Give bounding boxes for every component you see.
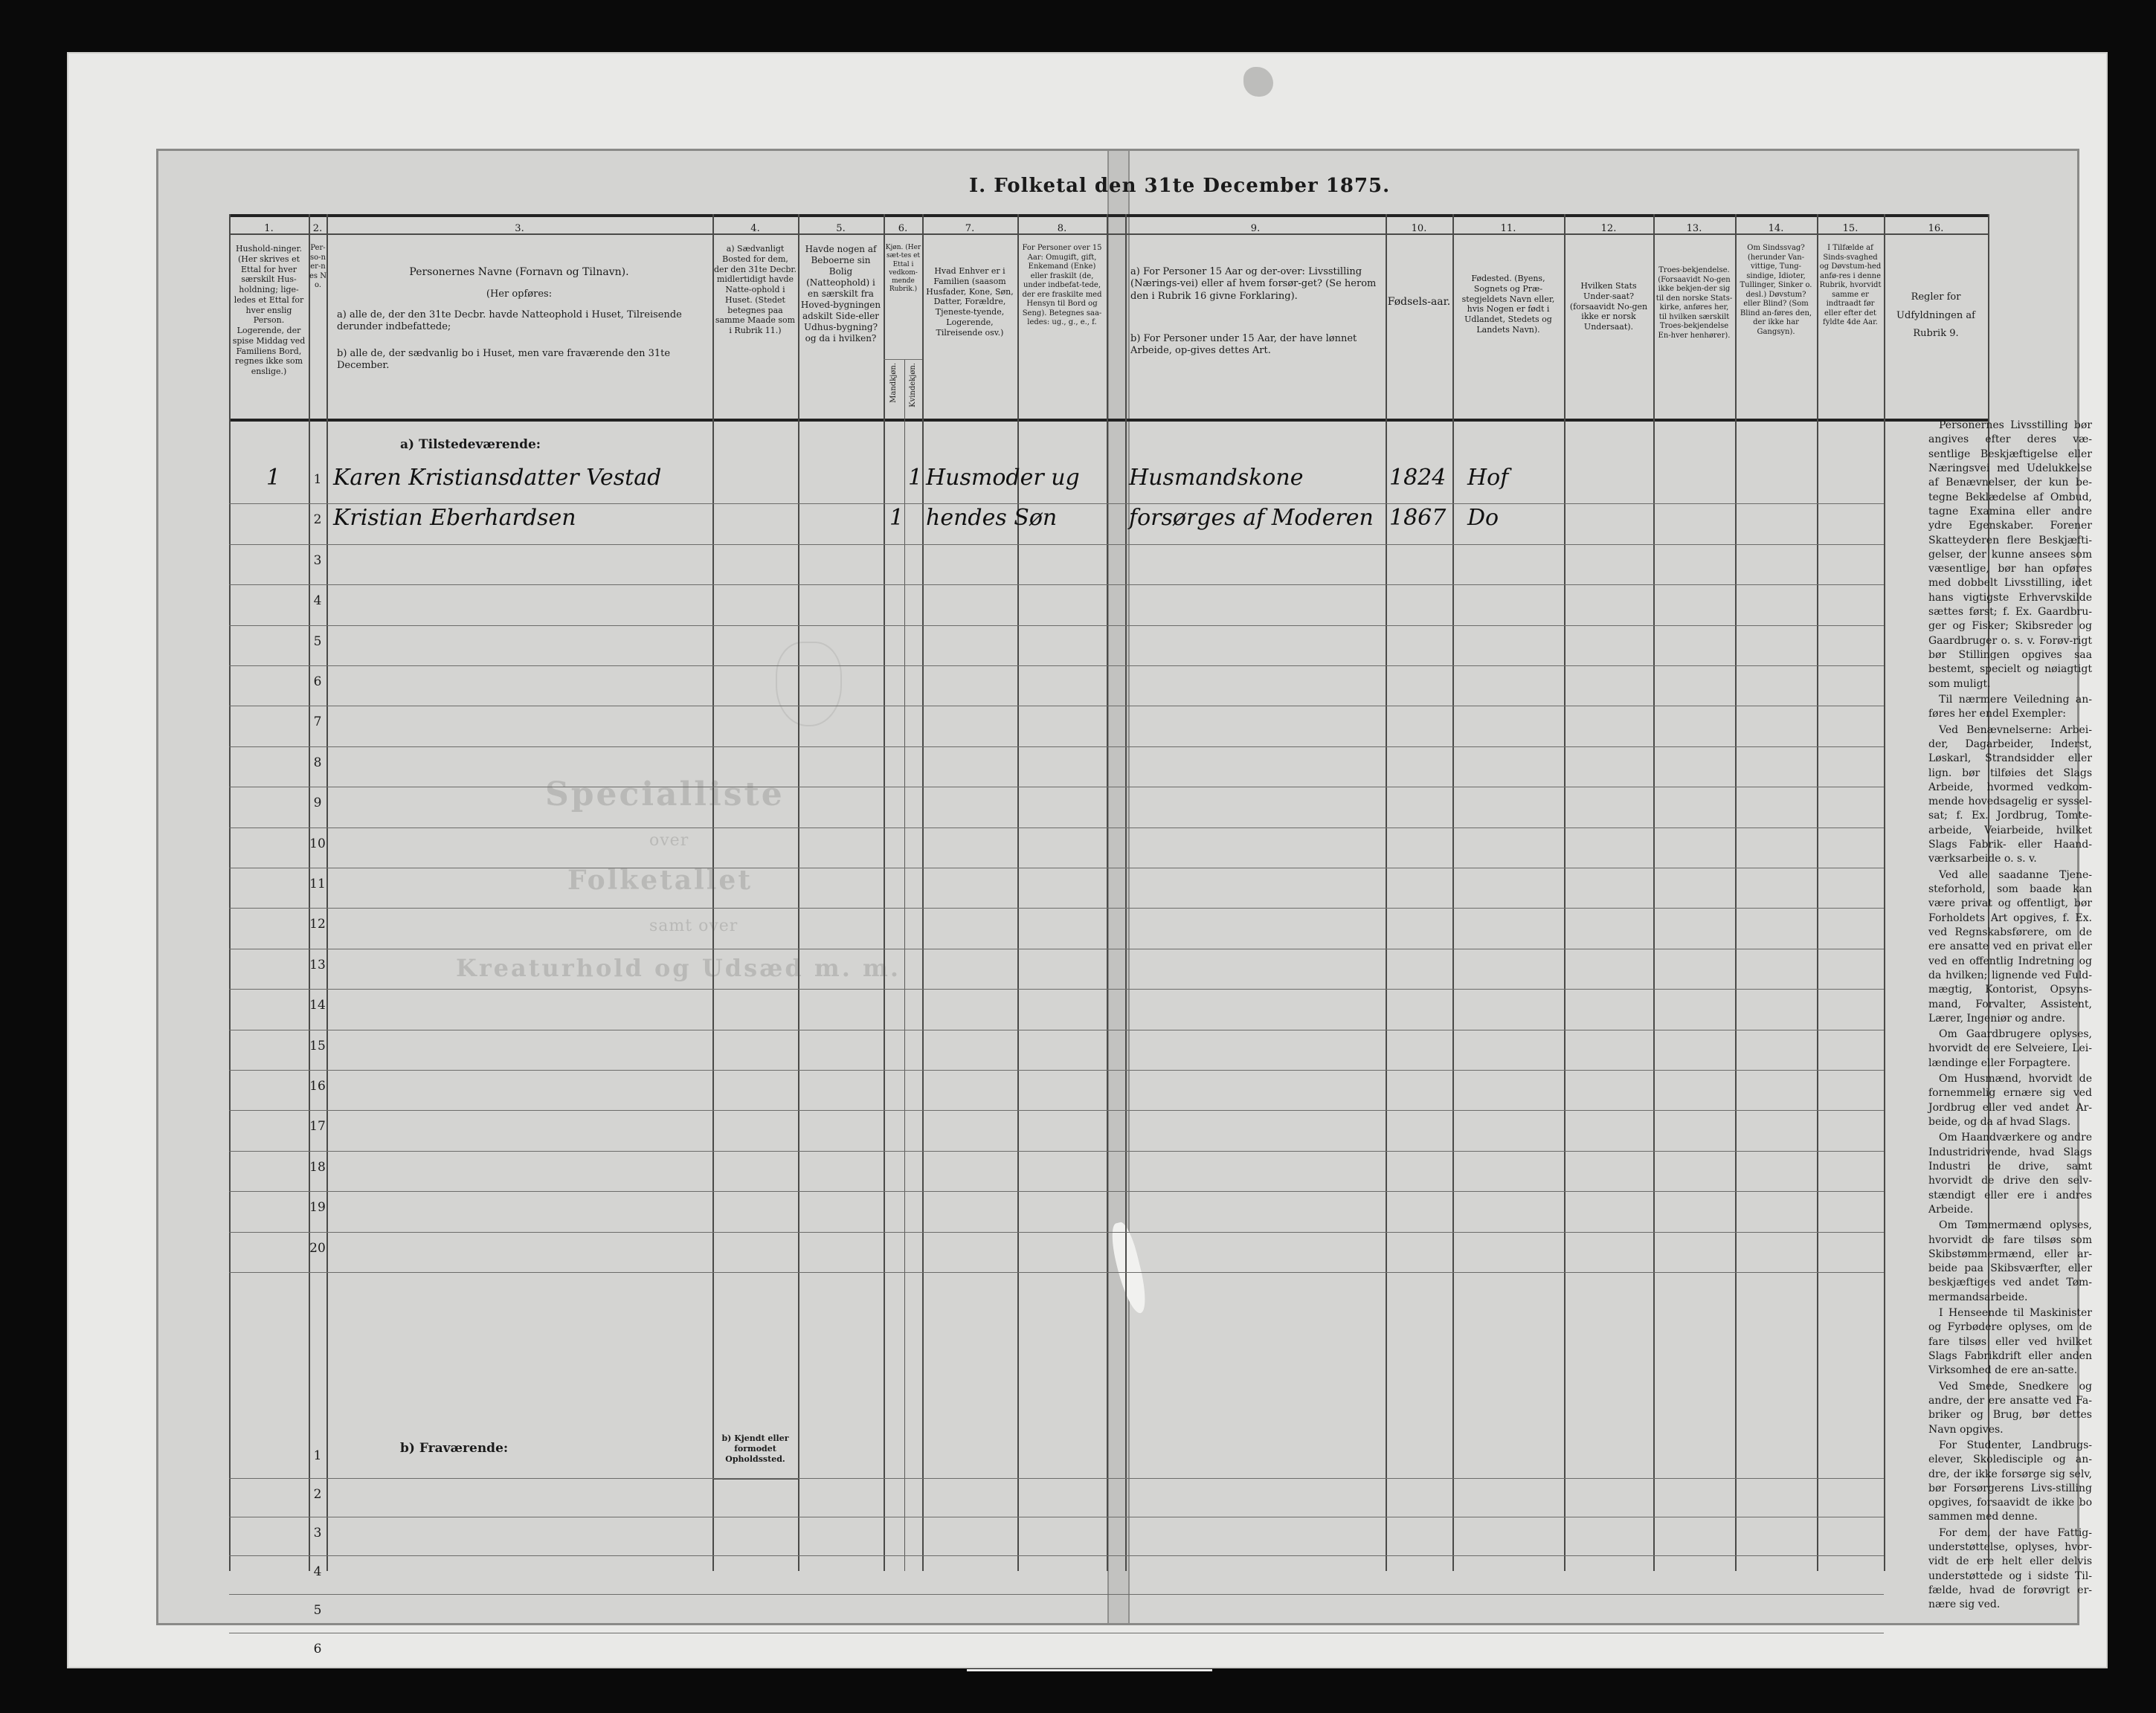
rules-paragraph: Ved Benævnelserne: Arbei-der, Dagarbeider, Inderst, Løskarl, Strandsidder eller lign. bør tilføies det Slags Arbeide, hvormed vedkom-mende hovedsagelig er syssel-sat; f. Ex. Jordbrug, Tomte-arbeide, Veiarbeide, hvilket Slags Fabrik- eller Haand-værksarbeide o. s. v.	[1928, 723, 2092, 865]
entry-2-family-role: hendes Søn	[926, 505, 1058, 531]
present-row-rule	[229, 1151, 1884, 1152]
col-number-4: 4.	[750, 223, 760, 234]
header-sex: Kjøn. (Her sæt-tes et Ettal i vedkom-mende Rubrik.)	[885, 244, 921, 294]
present-row-rule	[229, 1272, 1884, 1273]
col-number-10: 10.	[1411, 223, 1427, 234]
present-row-rule	[229, 544, 1884, 545]
absent-row-rule	[229, 1555, 1884, 1556]
col-number-6: 6.	[898, 223, 908, 234]
present-row-number: 6	[313, 674, 322, 689]
present-row-number: 1	[313, 472, 322, 487]
entry-1-birthplace: Hof	[1467, 465, 1509, 491]
rules-paragraph: I Henseende til Maskinister og Fyrbødere oplyses, om de fare tilsøs eller ved hvilket Slags Fabrikdrift eller anden Virksomhed de ere an-satte.	[1928, 1307, 2092, 1377]
present-row-rule	[229, 989, 1884, 990]
col-number-2: 2.	[312, 223, 323, 234]
header-sex-male: Mandkjøn.	[889, 363, 898, 403]
present-row-number: 18	[309, 1159, 326, 1175]
present-row-number: 3	[313, 552, 322, 568]
present-row-number: 20	[309, 1240, 326, 1256]
present-row-number: 13	[309, 957, 326, 972]
present-row-number: 12	[309, 917, 326, 932]
header-occupation-a: a) For Personer 15 Aar og der-over: Livsstilling (Nærings-vei) eller af hvem forsør-get? (Se herom den i Rubrik 16 givne Forklaring).	[1130, 266, 1377, 302]
present-row-rule	[229, 1232, 1884, 1233]
present-row-number: 17	[309, 1119, 326, 1135]
bleed-through-folketallet: Folketallet	[567, 865, 753, 896]
present-row-number: 10	[309, 836, 326, 851]
header-usual-residence: a) Sædvanligt Bosted for dem, der den 31te Decbr. midlertidigt havde Natte-ophold i Huset. (Stedet betegnes paa samme Maade som i Rubrik 11.)	[714, 244, 797, 335]
col-number-9: 9.	[1250, 223, 1261, 234]
bleed-through-title: Specialliste	[545, 775, 785, 813]
rules-paragraph: Om Haandværkere og andre Industridrivende, hvad Slags Industri de drive, samt hvorvidt de drive den selv-stændigt eller ere i andres Arbeide.	[1928, 1132, 2092, 1216]
present-row-rule	[229, 1110, 1884, 1111]
entry-1-birth-year: 1824	[1389, 465, 1447, 491]
page-title: I. Folketal den 31te December 1875.	[969, 175, 1391, 197]
col-number-13: 13.	[1686, 223, 1702, 234]
rules-paragraph: Til nærmere Veiledning an-føres her endel Exempler:	[1928, 693, 2092, 720]
entry-1-family-role: Husmoder ug	[926, 465, 1080, 491]
present-row-number: 4	[313, 593, 322, 609]
header-sex-female: Kvindekjøn.	[909, 363, 917, 407]
census-table	[229, 214, 1988, 1656]
rules-paragraph: Personernes Livsstilling bør angives efter deres væ-sentlige Beskjæftigelse eller Næringsvei med Udelukkelse af Benævnelser, der kun be-tegne Beklædelse af Ombud, tagne Examina eller andre ydre Egenskaber. Forener Skatteyderen flere Beskjæfti-gelser, der kunne ansees som væsentlige, bør han opføres med dobbelt Livsstilling, idet hans vigtigste Erhvervskilde sættes først; f. Ex. Gaardbru-ger og Fisker; Skibsreder og Gaardbruger o. s. v. Forøv-rigt bør Stillingen opgives saa bestemt, specielt og nøiagtigt som muligt.	[1928, 419, 2092, 690]
entry-2-name: Kristian Eberhardsen	[333, 505, 576, 531]
present-row-number: 14	[309, 998, 326, 1013]
bleed-through-over: over	[649, 831, 689, 850]
section-absent-residence: b) Kjendt eller formodet Opholdssted.	[721, 1433, 789, 1464]
header-family-role: Hvad Enhver er i Familien (saasom Husfader, Kone, Søn, Datter, Forældre, Tjeneste-tyende, Logerende, Tilreisende osv.)	[926, 266, 1014, 338]
absent-row-rule	[229, 1478, 1884, 1479]
signature-scribble	[967, 1669, 1212, 1679]
present-row-rule	[229, 584, 1884, 585]
rules-text	[1928, 419, 2092, 1614]
header-occupation-b: b) For Personer under 15 Aar, der have lønnet Arbeide, op-gives dettes Art.	[1130, 333, 1357, 357]
section-absent: b) Fraværende:	[400, 1441, 509, 1456]
entry-1-sex-female: 1	[908, 465, 923, 491]
present-row-rule	[229, 665, 1884, 666]
header-disability: Om Sindssvag? (herunder Van-vittige, Tung-sindige, Idioter, Tullinger, Sinker o. desl.) Døvstum? eller Blind? (Som Blind an-føres den, der ikke har Gangsyn).	[1740, 244, 1812, 336]
rules-paragraph: For Studenter, Landbrugs-elever, Skoledisciple og an-dre, der ikke forsørge sig selv, bør Forsørgerens Livs-stilling opgives, forsaavidt de ikke bo sammen med denne.	[1928, 1439, 2092, 1523]
col-number-16: 16.	[1928, 223, 1944, 234]
header-person-no: Per-so-ner-nes No.	[309, 244, 326, 289]
bleed-through-kreaturhold: Kreaturhold og Udsæd m. m.	[456, 954, 901, 982]
rules-paragraph: Ved alle saadanne Tjene-steforhold, som baade kan være privat og offentligt, bør Forholdets Art opgives, f. Ex. ved Regnskabsførere, om de ere ansatte ved en privat eller ved en offentlig Indretning og da hvilken; lignende ved Fuld-mægtig, Kontorist, Opsyns-mand, Forvalter, Assistent, Lærer, Ingeniør og andre.	[1928, 868, 2092, 1025]
present-row-number: 8	[313, 755, 322, 770]
header-marital: For Personer over 15 Aar: Omugift, gift, Enkemand (Enke) eller fraskilt (de, under indbefat-tede, der ere fraskilte med Hensyn til Bord og Seng). Betegnes saa-ledes: ug., g., e., f.	[1022, 244, 1102, 326]
header-names-a: a) alle de, der den 31te Decbr. havde Natteophold i Huset, Tilreisende derunder indbefattede;	[337, 309, 682, 333]
col-number-1: 1.	[264, 223, 274, 234]
section-present: a) Tilstedeværende:	[400, 437, 541, 452]
col-number-7: 7.	[965, 223, 975, 234]
header-names-sub: (Her opføres:	[486, 288, 553, 300]
header-outbuilding: Havde nogen af Beboerne sin Bolig (Natteophold) i en særskilt fra Hoved-bygningen adskilt Side-eller Udhus-bygning? og da i hvilken?	[800, 244, 881, 343]
absent-row-number: 6	[313, 1642, 322, 1656]
header-disability-onset: I Tilfælde af Sinds-svaghed og Døvstum-hed anfø-res i denne Rubrik, hvorvidt samme er indtraadt før eller efter det fyldte 4de Aar.	[1819, 244, 1882, 326]
present-row-number: 16	[309, 1079, 326, 1094]
header-birthplace: Fødested. (Byens, Sognets og Præ-stegjeldets Navn eller, hvis Nogen er født i Udlandet, Stedets og Landets Navn).	[1461, 274, 1555, 335]
absent-row-number: 5	[313, 1603, 322, 1618]
rules-paragraph: Ved Smede, Snedkere og andre, der ere ansatte ved Fa-briker og Brug, bør dettes Navn opgives.	[1928, 1380, 2092, 1436]
col-number-12: 12.	[1600, 223, 1617, 234]
header-rules: Regler for Udfyldningen af Rubrik 9.	[1896, 291, 1975, 340]
col-number-14: 14.	[1768, 223, 1784, 234]
header-names-title: Personernes Navne (Fornavn og Tilnavn).	[409, 266, 629, 278]
absent-row-rule	[229, 1594, 1884, 1595]
header-birth-year: Fødsels-aar.	[1387, 296, 1451, 308]
rules-paragraph: For dem, der have Fattig-understøttelse, oplyses, hvor-vidt de ere helt eller delvis understøttede og i sidste Til-fælde, hvad de forøvrigt er-nære sig ved.	[1928, 1526, 2092, 1611]
bleed-through-samt: samt over	[649, 917, 738, 935]
present-row-rule	[229, 908, 1884, 909]
entry-2-occupation: forsørges af Moderen	[1129, 505, 1374, 531]
present-row-number: 19	[309, 1200, 326, 1216]
absent-row-number: 2	[313, 1487, 322, 1502]
absent-row-number: 4	[313, 1564, 322, 1579]
present-row-number: 2	[313, 512, 322, 528]
entry-1-occupation: Husmandskone	[1129, 465, 1304, 491]
col-number-11: 11.	[1500, 223, 1516, 234]
present-row-number: 11	[309, 877, 326, 891]
present-row-number: 7	[313, 714, 322, 730]
absent-row-number: 1	[313, 1448, 322, 1463]
entry-1-name: Karen Kristiansdatter Vestad	[333, 465, 662, 491]
absent-row-number: 3	[313, 1526, 322, 1541]
col-number-15: 15.	[1842, 223, 1859, 234]
col-number-8: 8.	[1057, 223, 1067, 234]
present-row-number: 9	[313, 796, 322, 811]
entry-2-birthplace: Do	[1467, 505, 1499, 531]
entry-2-sex-male: 1	[889, 505, 904, 531]
entry-1-household: 1	[266, 465, 281, 491]
header-households: Hushold-ninger. (Her skrives et Ettal for hver særskilt Hus-holdning; lige-ledes et Ettal for hver enslig Person. Logerende, der spise Middag ved Familiens Bord, regnes ikke som enslige.)	[232, 244, 306, 376]
present-row-rule	[229, 625, 1884, 626]
rules-paragraph: Om Husmænd, hvorvidt de fornemmelig ernære sig ved Jordbrug eller ved andet Ar-beide, og da af hvad Slags.	[1928, 1073, 2092, 1128]
header-nationality: Hvilken Stats Under-saat? (forsaavidt No-gen ikke er norsk Undersaat).	[1569, 281, 1648, 332]
rules-paragraph: Om Tømmermænd oplyses, hvorvidt de fare tilsøs som Skibstømmermænd, eller ar-beide paa Skibsværfter, eller beskjæftiges ved andet Tøm-mermandsarbeide.	[1928, 1219, 2092, 1303]
present-row-number: 5	[313, 633, 322, 649]
present-row-rule	[229, 1191, 1884, 1192]
header-names-b: b) alle de, der sædvanlig bo i Huset, men vare fraværende den 31te December.	[337, 348, 671, 372]
col-number-3: 3.	[515, 223, 524, 234]
present-row-number: 15	[309, 1038, 326, 1054]
rules-paragraph: Om Gaardbrugere oplyses, hvorvidt de ere Selveiere, Lei-lændinge eller Forpagtere.	[1928, 1028, 2092, 1069]
census-sheet	[156, 149, 2092, 1656]
entry-2-birth-year: 1867	[1389, 505, 1447, 531]
present-row-rule	[229, 1070, 1884, 1071]
header-religion: Troes-bekjendelse. (Forsaavidt No-gen ikke bekjen-der sig til den norske Stats-kirke, anføres her, til hvilken særskilt Troes-bekjendelse En-hver henhører).	[1655, 266, 1733, 340]
col-number-5: 5.	[836, 223, 846, 234]
present-row-rule	[229, 746, 1884, 747]
card-blemish	[1243, 67, 1273, 97]
